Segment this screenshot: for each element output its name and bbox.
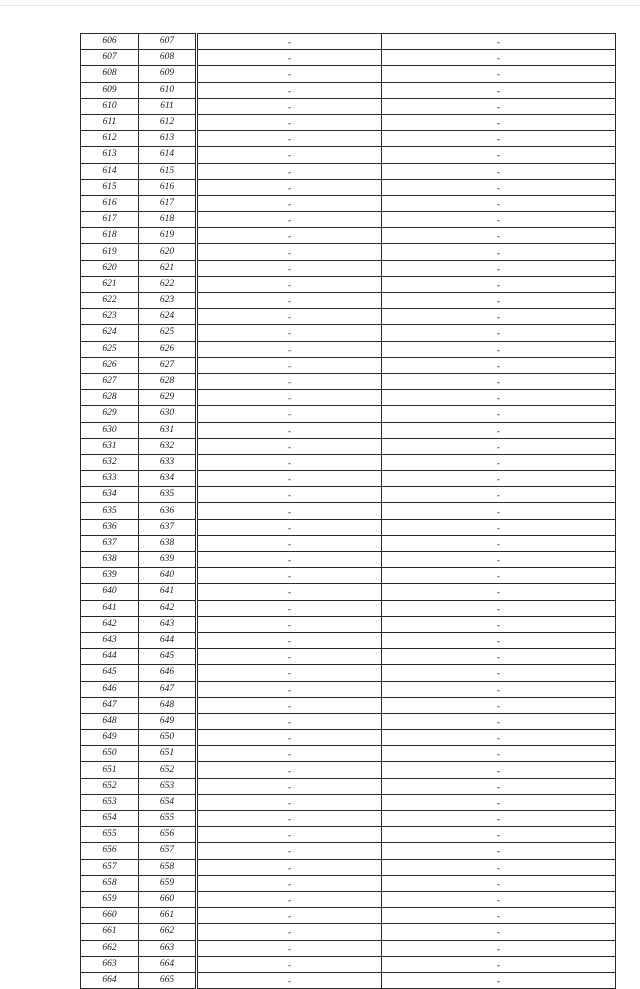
cell-value-b: - xyxy=(382,519,616,535)
table-row xyxy=(81,195,616,211)
cell-value-b: - xyxy=(382,535,616,551)
cell-number-to: 649 xyxy=(139,713,197,729)
cell-value-a: - xyxy=(197,341,382,357)
cell-value-a: - xyxy=(197,665,382,681)
cell-number-from: 637 xyxy=(81,535,139,551)
cell-number-from: 643 xyxy=(81,632,139,648)
cell-number-to: 627 xyxy=(139,357,197,373)
cell-value-a: - xyxy=(197,406,382,422)
cell-value-a: - xyxy=(197,891,382,907)
cell-number-to: 663 xyxy=(139,940,197,956)
scan-edge-line xyxy=(0,5,640,6)
cell-number-to: 621 xyxy=(139,260,197,276)
table-row xyxy=(81,584,616,600)
cell-number-from: 659 xyxy=(81,891,139,907)
cell-number-from: 609 xyxy=(81,82,139,98)
cell-value-a: - xyxy=(197,616,382,632)
cell-number-to: 662 xyxy=(139,924,197,940)
table-row xyxy=(81,778,616,794)
cell-value-b: - xyxy=(382,357,616,373)
cell-number-from: 623 xyxy=(81,309,139,325)
table-row xyxy=(81,762,616,778)
cell-number-to: 619 xyxy=(139,228,197,244)
cell-value-b: - xyxy=(382,34,616,50)
cell-value-b: - xyxy=(382,552,616,568)
cell-number-from: 629 xyxy=(81,406,139,422)
cell-value-b: - xyxy=(382,762,616,778)
cell-number-from: 626 xyxy=(81,357,139,373)
cell-value-a: - xyxy=(197,697,382,713)
table-row xyxy=(81,438,616,454)
table-row xyxy=(81,503,616,519)
cell-number-to: 656 xyxy=(139,827,197,843)
cell-value-a: - xyxy=(197,568,382,584)
cell-number-from: 620 xyxy=(81,260,139,276)
cell-number-from: 616 xyxy=(81,195,139,211)
cell-value-b: - xyxy=(382,454,616,470)
table-row xyxy=(81,390,616,406)
cell-number-from: 644 xyxy=(81,649,139,665)
table-row xyxy=(81,373,616,389)
cell-number-to: 635 xyxy=(139,487,197,503)
table-row xyxy=(81,82,616,98)
table-row xyxy=(81,908,616,924)
cell-number-from: 632 xyxy=(81,454,139,470)
cell-value-b: - xyxy=(382,924,616,940)
cell-number-to: 653 xyxy=(139,778,197,794)
cell-number-from: 624 xyxy=(81,325,139,341)
cell-number-from: 649 xyxy=(81,730,139,746)
cell-value-b: - xyxy=(382,438,616,454)
table-row xyxy=(81,309,616,325)
cell-value-b: - xyxy=(382,778,616,794)
table-row xyxy=(81,50,616,66)
cell-number-to: 609 xyxy=(139,66,197,82)
cell-number-to: 611 xyxy=(139,98,197,114)
cell-value-b: - xyxy=(382,632,616,648)
cell-number-to: 664 xyxy=(139,956,197,972)
cell-value-a: - xyxy=(197,438,382,454)
cell-value-b: - xyxy=(382,843,616,859)
cell-value-a: - xyxy=(197,34,382,50)
cell-number-from: 614 xyxy=(81,163,139,179)
cell-number-from: 621 xyxy=(81,276,139,292)
table-row xyxy=(81,891,616,907)
cell-value-a: - xyxy=(197,244,382,260)
cell-number-to: 612 xyxy=(139,114,197,130)
cell-value-b: - xyxy=(382,713,616,729)
cell-number-to: 630 xyxy=(139,406,197,422)
cell-value-a: - xyxy=(197,827,382,843)
table-row xyxy=(81,66,616,82)
cell-value-a: - xyxy=(197,114,382,130)
cell-value-b: - xyxy=(382,568,616,584)
cell-number-to: 622 xyxy=(139,276,197,292)
cell-number-to: 633 xyxy=(139,454,197,470)
cell-number-to: 659 xyxy=(139,875,197,891)
cell-value-a: - xyxy=(197,519,382,535)
cell-number-from: 628 xyxy=(81,390,139,406)
table-row xyxy=(81,147,616,163)
cell-number-to: 616 xyxy=(139,179,197,195)
cell-value-b: - xyxy=(382,908,616,924)
cell-value-a: - xyxy=(197,422,382,438)
cell-value-a: - xyxy=(197,972,382,988)
cell-number-to: 642 xyxy=(139,600,197,616)
cell-value-b: - xyxy=(382,584,616,600)
cell-value-b: - xyxy=(382,681,616,697)
cell-number-from: 610 xyxy=(81,98,139,114)
table-row xyxy=(81,454,616,470)
cell-number-from: 657 xyxy=(81,859,139,875)
table-row xyxy=(81,519,616,535)
cell-number-from: 618 xyxy=(81,228,139,244)
cell-number-from: 642 xyxy=(81,616,139,632)
table-row xyxy=(81,811,616,827)
cell-value-b: - xyxy=(382,794,616,810)
cell-value-a: - xyxy=(197,147,382,163)
table-row xyxy=(81,212,616,228)
table-row xyxy=(81,794,616,810)
table-row xyxy=(81,972,616,988)
cell-value-b: - xyxy=(382,972,616,988)
table-row xyxy=(81,98,616,114)
cell-number-to: 624 xyxy=(139,309,197,325)
cell-number-to: 638 xyxy=(139,535,197,551)
cell-value-b: - xyxy=(382,875,616,891)
cell-number-from: 662 xyxy=(81,940,139,956)
cell-number-to: 654 xyxy=(139,794,197,810)
cell-value-a: - xyxy=(197,924,382,940)
cell-number-from: 634 xyxy=(81,487,139,503)
table-row xyxy=(81,276,616,292)
cell-value-a: - xyxy=(197,454,382,470)
cell-value-b: - xyxy=(382,827,616,843)
cell-value-a: - xyxy=(197,293,382,309)
table-row xyxy=(81,260,616,276)
cell-number-to: 647 xyxy=(139,681,197,697)
cell-number-from: 615 xyxy=(81,179,139,195)
cell-number-to: 641 xyxy=(139,584,197,600)
cell-value-b: - xyxy=(382,422,616,438)
cell-number-from: 652 xyxy=(81,778,139,794)
table-row xyxy=(81,600,616,616)
cell-number-from: 617 xyxy=(81,212,139,228)
table-row xyxy=(81,163,616,179)
cell-number-to: 648 xyxy=(139,697,197,713)
cell-value-a: - xyxy=(197,778,382,794)
cell-number-to: 665 xyxy=(139,972,197,988)
cell-value-a: - xyxy=(197,309,382,325)
table-row xyxy=(81,293,616,309)
cell-value-a: - xyxy=(197,503,382,519)
cell-number-from: 622 xyxy=(81,293,139,309)
cell-value-b: - xyxy=(382,471,616,487)
table-row xyxy=(81,616,616,632)
cell-value-a: - xyxy=(197,50,382,66)
table-row xyxy=(81,827,616,843)
cell-value-a: - xyxy=(197,940,382,956)
cell-number-from: 655 xyxy=(81,827,139,843)
cell-value-a: - xyxy=(197,584,382,600)
cell-number-to: 637 xyxy=(139,519,197,535)
table-row xyxy=(81,713,616,729)
cell-value-a: - xyxy=(197,325,382,341)
cell-number-to: 610 xyxy=(139,82,197,98)
cell-number-to: 636 xyxy=(139,503,197,519)
cell-value-a: - xyxy=(197,487,382,503)
cell-value-a: - xyxy=(197,843,382,859)
table-row xyxy=(81,487,616,503)
table-row xyxy=(81,632,616,648)
cell-value-a: - xyxy=(197,794,382,810)
table-row xyxy=(81,179,616,195)
cell-number-to: 657 xyxy=(139,843,197,859)
cell-number-to: 631 xyxy=(139,422,197,438)
cell-value-b: - xyxy=(382,341,616,357)
table-row xyxy=(81,649,616,665)
cell-value-b: - xyxy=(382,616,616,632)
cell-number-from: 627 xyxy=(81,373,139,389)
cell-number-from: 654 xyxy=(81,811,139,827)
cell-value-b: - xyxy=(382,649,616,665)
cell-value-b: - xyxy=(382,66,616,82)
table-row xyxy=(81,114,616,130)
cell-value-b: - xyxy=(382,293,616,309)
cell-number-to: 640 xyxy=(139,568,197,584)
table-row xyxy=(81,228,616,244)
cell-value-b: - xyxy=(382,373,616,389)
table-row xyxy=(81,422,616,438)
cell-number-from: 612 xyxy=(81,131,139,147)
cell-value-b: - xyxy=(382,746,616,762)
table-row xyxy=(81,244,616,260)
cell-value-a: - xyxy=(197,373,382,389)
table-row xyxy=(81,131,616,147)
cell-value-b: - xyxy=(382,487,616,503)
cell-number-from: 664 xyxy=(81,972,139,988)
cell-value-a: - xyxy=(197,357,382,373)
cell-number-to: 645 xyxy=(139,649,197,665)
cell-value-a: - xyxy=(197,66,382,82)
cell-number-from: 640 xyxy=(81,584,139,600)
table-row xyxy=(81,568,616,584)
cell-value-a: - xyxy=(197,552,382,568)
cell-number-from: 653 xyxy=(81,794,139,810)
cell-number-to: 632 xyxy=(139,438,197,454)
cell-value-a: - xyxy=(197,131,382,147)
cell-number-from: 646 xyxy=(81,681,139,697)
cell-number-to: 651 xyxy=(139,746,197,762)
data-table xyxy=(80,33,616,989)
cell-number-from: 619 xyxy=(81,244,139,260)
cell-value-a: - xyxy=(197,956,382,972)
cell-value-a: - xyxy=(197,746,382,762)
cell-value-a: - xyxy=(197,908,382,924)
cell-value-b: - xyxy=(382,179,616,195)
cell-value-b: - xyxy=(382,665,616,681)
cell-number-from: 625 xyxy=(81,341,139,357)
cell-number-to: 655 xyxy=(139,811,197,827)
cell-value-a: - xyxy=(197,875,382,891)
cell-number-from: 641 xyxy=(81,600,139,616)
cell-number-from: 658 xyxy=(81,875,139,891)
table-row xyxy=(81,406,616,422)
cell-value-b: - xyxy=(382,228,616,244)
cell-number-from: 607 xyxy=(81,50,139,66)
table-row xyxy=(81,859,616,875)
cell-number-to: 650 xyxy=(139,730,197,746)
table-row xyxy=(81,357,616,373)
cell-number-from: 633 xyxy=(81,471,139,487)
cell-value-a: - xyxy=(197,811,382,827)
cell-value-a: - xyxy=(197,535,382,551)
table-row xyxy=(81,471,616,487)
table-row xyxy=(81,697,616,713)
cell-number-to: 643 xyxy=(139,616,197,632)
cell-value-b: - xyxy=(382,956,616,972)
cell-value-a: - xyxy=(197,681,382,697)
cell-value-b: - xyxy=(382,503,616,519)
cell-value-b: - xyxy=(382,390,616,406)
cell-value-a: - xyxy=(197,228,382,244)
cell-number-to: 646 xyxy=(139,665,197,681)
cell-number-from: 606 xyxy=(81,34,139,50)
cell-number-from: 611 xyxy=(81,114,139,130)
table-row xyxy=(81,535,616,551)
cell-value-b: - xyxy=(382,163,616,179)
cell-value-b: - xyxy=(382,730,616,746)
table-row xyxy=(81,940,616,956)
cell-number-from: 630 xyxy=(81,422,139,438)
cell-value-a: - xyxy=(197,600,382,616)
cell-value-b: - xyxy=(382,212,616,228)
table-row xyxy=(81,746,616,762)
cell-value-a: - xyxy=(197,82,382,98)
cell-value-b: - xyxy=(382,325,616,341)
cell-value-a: - xyxy=(197,649,382,665)
cell-value-b: - xyxy=(382,82,616,98)
table-row xyxy=(81,681,616,697)
cell-number-to: 620 xyxy=(139,244,197,260)
cell-value-a: - xyxy=(197,762,382,778)
cell-value-b: - xyxy=(382,697,616,713)
cell-value-a: - xyxy=(197,179,382,195)
cell-number-to: 628 xyxy=(139,373,197,389)
table-row xyxy=(81,552,616,568)
cell-value-b: - xyxy=(382,147,616,163)
cell-number-to: 629 xyxy=(139,390,197,406)
cell-number-from: 608 xyxy=(81,66,139,82)
cell-number-to: 626 xyxy=(139,341,197,357)
table-row xyxy=(81,843,616,859)
cell-number-from: 660 xyxy=(81,908,139,924)
cell-number-from: 663 xyxy=(81,956,139,972)
cell-number-from: 647 xyxy=(81,697,139,713)
cell-number-from: 631 xyxy=(81,438,139,454)
cell-number-to: 614 xyxy=(139,147,197,163)
cell-number-from: 648 xyxy=(81,713,139,729)
cell-value-a: - xyxy=(197,260,382,276)
table-row xyxy=(81,34,616,50)
table-row xyxy=(81,875,616,891)
cell-number-from: 656 xyxy=(81,843,139,859)
cell-number-from: 638 xyxy=(81,552,139,568)
cell-value-b: - xyxy=(382,891,616,907)
cell-number-to: 644 xyxy=(139,632,197,648)
table-row xyxy=(81,325,616,341)
cell-value-b: - xyxy=(382,406,616,422)
cell-value-b: - xyxy=(382,940,616,956)
table-row xyxy=(81,665,616,681)
cell-number-to: 658 xyxy=(139,859,197,875)
cell-value-b: - xyxy=(382,276,616,292)
cell-number-to: 652 xyxy=(139,762,197,778)
cell-number-to: 608 xyxy=(139,50,197,66)
cell-number-to: 615 xyxy=(139,163,197,179)
cell-number-to: 639 xyxy=(139,552,197,568)
cell-number-from: 651 xyxy=(81,762,139,778)
cell-value-b: - xyxy=(382,244,616,260)
cell-value-a: - xyxy=(197,163,382,179)
cell-value-b: - xyxy=(382,131,616,147)
cell-value-b: - xyxy=(382,114,616,130)
cell-value-a: - xyxy=(197,98,382,114)
cell-number-from: 650 xyxy=(81,746,139,762)
cell-number-to: 634 xyxy=(139,471,197,487)
cell-value-a: - xyxy=(197,276,382,292)
cell-value-a: - xyxy=(197,730,382,746)
cell-value-b: - xyxy=(382,50,616,66)
table-row xyxy=(81,341,616,357)
table-row xyxy=(81,730,616,746)
cell-value-a: - xyxy=(197,859,382,875)
cell-value-b: - xyxy=(382,195,616,211)
cell-number-to: 625 xyxy=(139,325,197,341)
cell-value-a: - xyxy=(197,713,382,729)
cell-number-to: 660 xyxy=(139,891,197,907)
cell-number-from: 635 xyxy=(81,503,139,519)
cell-value-b: - xyxy=(382,260,616,276)
cell-value-a: - xyxy=(197,195,382,211)
cell-value-b: - xyxy=(382,309,616,325)
cell-number-to: 661 xyxy=(139,908,197,924)
cell-number-to: 617 xyxy=(139,195,197,211)
cell-number-from: 645 xyxy=(81,665,139,681)
cell-value-b: - xyxy=(382,859,616,875)
cell-value-a: - xyxy=(197,632,382,648)
cell-value-b: - xyxy=(382,98,616,114)
cell-value-b: - xyxy=(382,600,616,616)
cell-number-from: 636 xyxy=(81,519,139,535)
cell-value-a: - xyxy=(197,212,382,228)
cell-number-from: 639 xyxy=(81,568,139,584)
cell-number-from: 613 xyxy=(81,147,139,163)
cell-number-to: 623 xyxy=(139,293,197,309)
cell-value-a: - xyxy=(197,471,382,487)
cell-value-b: - xyxy=(382,811,616,827)
cell-number-from: 661 xyxy=(81,924,139,940)
table-row xyxy=(81,956,616,972)
table-body xyxy=(81,34,616,989)
cell-number-to: 607 xyxy=(139,34,197,50)
table-row xyxy=(81,924,616,940)
cell-number-to: 613 xyxy=(139,131,197,147)
cell-number-to: 618 xyxy=(139,212,197,228)
cell-value-a: - xyxy=(197,390,382,406)
